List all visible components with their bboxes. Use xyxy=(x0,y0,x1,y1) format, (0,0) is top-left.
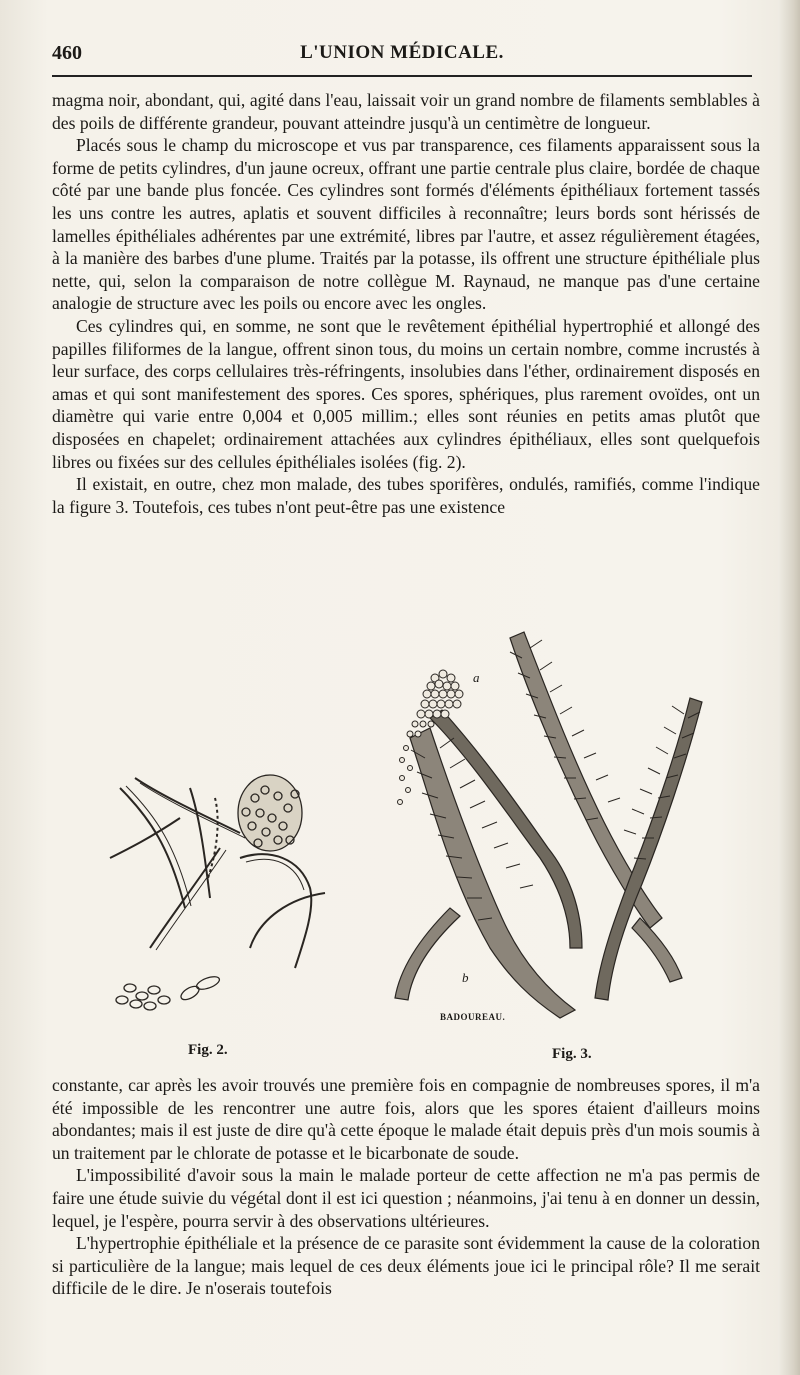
paragraph: Placés sous le champ du microscope et vus par transparence, ces filaments apparaissent sous la forme de petits cylindres, d'un jaune ocreux, offrant une partie centrale plus claire, bordée de chaque côté par une bande plus foncée. Ces cylindres sont formés d'éléments épithéliaux fortement tassés les uns contre les autres, aplatis et souvent difficiles à reconnaître; leurs bords sont hérissés de lamelles épithéliales adhérentes par une extrémité, libres par l'autre, et assez régulièrement étagées, à la manière des barbes d'une plume. Traités par la potasse, ils offrent une structure épithéliale plus nette, qui, selon la comparaison de notre collègue M. Raynaud, ne manque pas d'une certaine analogie de structure avec les poils ou encore avec les ongles. xyxy=(52,135,760,314)
running-title: L'UNION MÉDICALE. xyxy=(300,42,504,63)
free-spores xyxy=(116,974,221,1010)
header-rule xyxy=(52,75,752,77)
engraving-illustration xyxy=(90,618,750,1068)
figure-label-b: b xyxy=(462,970,469,985)
page-gutter xyxy=(778,0,800,1375)
figure-3-caption: Fig. 3. xyxy=(552,1046,592,1062)
figure-3-drawing xyxy=(395,632,702,1018)
page-header xyxy=(52,42,752,72)
figure-2-caption: Fig. 2. xyxy=(188,1042,228,1058)
page-number: 460 xyxy=(52,42,82,64)
body-text-bottom xyxy=(52,1074,760,1300)
figure-area xyxy=(90,618,750,1068)
spore-cluster xyxy=(238,775,302,851)
figure-label-a: a xyxy=(473,670,480,685)
paragraph: constante, car après les avoir trouvés une première fois en compagnie de nombreuses spores, il m'a été impossible de les rencontrer une autre fois, alors que les spores étaient d'ailleurs moins abondantes; mais il est juste de dire qu'à cette époque le malade était depuis près d'un mois soumis à un traitement par le chlorate de potasse et le bicarbonate de soude. xyxy=(52,1075,760,1163)
paragraph: L'impossibilité d'avoir sous la main le malade porteur de cette affection ne m'a pas permis de faire une étude suivie du végétal dont il est ici question ; néanmoins, j'ai tenu à en donner un dessin, lequel, je l'espère, pourra servir à des observations ultérieures. xyxy=(52,1165,760,1231)
body-text-top xyxy=(52,89,760,518)
paragraph: L'hypertrophie épithéliale et la présence de ce parasite sont évidemment la cause de la coloration si particulière de la langue; mais lequel de ces deux éléments joue ici le principal rôle? Il me serait difficile de le dire. Je n'oserais toutefois xyxy=(52,1233,760,1299)
engraver-signature: BADOUREAU. xyxy=(440,1012,506,1022)
paragraph: magma noir, abondant, qui, agité dans l'eau, laissait voir un grand nombre de filaments semblables à des poils de différente grandeur, pouvant atteindre jusqu'à un centimètre de longueur. xyxy=(52,90,760,133)
paragraph: Il existait, en outre, chez mon malade, des tubes sporifères, ondulés, ramifiés, comme l'indique la figure 3. Toutefois, ces tubes n'ont peut-être pas une existence xyxy=(52,474,760,517)
paragraph: Ces cylindres qui, en somme, ne sont que le revêtement épithélial hypertrophié et allongé des papilles filiformes de la langue, offrent sinon tous, du moins un certain nombre, comme incrustés à leur surface, des corps cellulaires très-réfringents, insolubies dans l'éther, ordinairement disposés en amas et qui sont manifestement des spores. Ces spores, sphériques, plus rarement ovoïdes, ont un diamètre qui varie entre 0,004 et 0,005 millim.; elles sont réunies en petits amas plutôt que disposées en chapelet; ordinairement attachées aux cylindres épithéliaux, elles sont quelquefois libres ou fixées sur des cellules épithéliales isolées (fig. 2). xyxy=(52,315,760,472)
